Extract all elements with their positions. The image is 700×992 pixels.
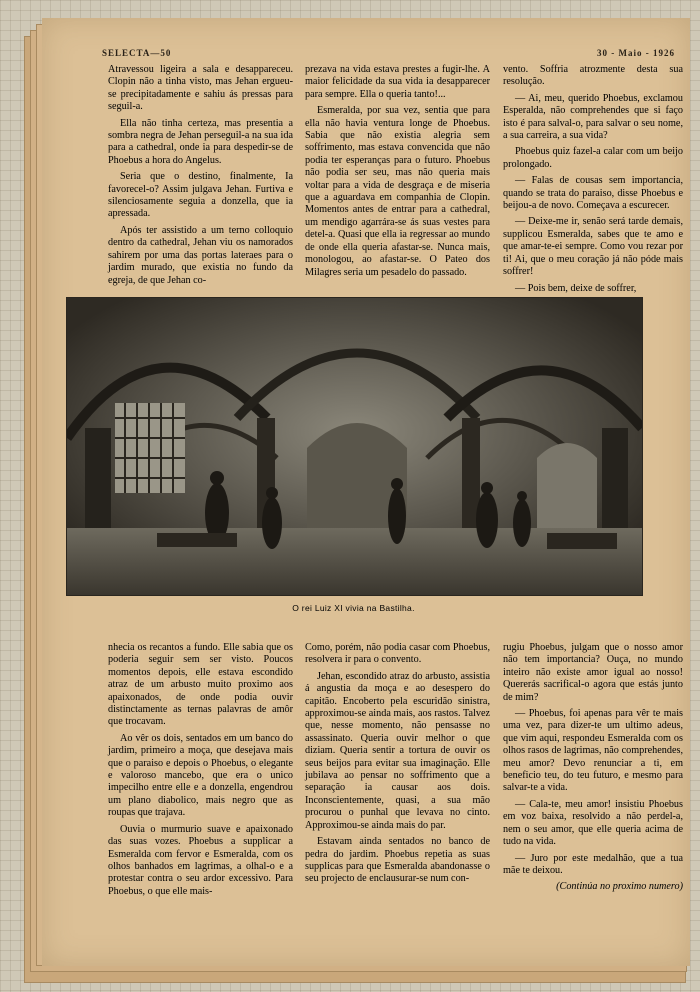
paragraph: Seria que o destino, finalmente, Ia favorecel-o? Assim julgava Jehan. Furtiva e silenciosamente seguia a donzella, que ia apressada. [108, 171, 293, 220]
paragraph: Ao vêr os dois, sentados em um banco do jardim, primeiro a moça, que desejava mais que o paraiso e depois o Phoebus, o elegante e valoroso mancebo, que era o unico impecilho entre elle e a donzella, engendrou um plano diabolico, mais negro que as roupas que trajava. [108, 732, 293, 819]
paragraph: Atravessou ligeira a sala e desappareceu. Clopin não a tinha visto, mas Jehan ergueu-se precipitadamente e sahiu ás pressas para seguil-a. [108, 64, 293, 113]
paragraph: Esmeralda, por sua vez, sentia que para ella não havia ventura longe de Phoebus. Sabia que não existia alegria sem soffrimento, mas estava convencida que não podia ter esperanças para o futuro. Phoebus não podia ser seu, mas não queria mais voltar para a vida de desgraça e de miseria que a aguardava em companhia de Clopin. Momentos antes de entrar para a cathedral, um mendigo agarrára-se ás suas vestes para detel-a. Quasi que ella ia regressar ao mundo de onde ella queria afastar-se. Nunca mais, monologou, ao afastar-se. O Pateo dos Milagres seria um pesadelo do passado. [305, 105, 490, 278]
continued-note: (Continúa no proximo numero) [556, 881, 683, 893]
bottom-column-2 [305, 642, 490, 890]
bottom-column-3 [503, 642, 683, 898]
paragraph: Como, porém, não podia casar com Phoebus, resolvera ir para o convento. [305, 642, 490, 666]
paragraph: rugiu Phoebus, julgam que o nosso amor não tem importancia? Ouça, no mundo inteiro não existe amor igual ao nosso! Quererás sacrifical-o agora que estás junto de mim? [503, 642, 683, 703]
paragraph: — Juro por este medalhão, que a tua mãe te deixou. [503, 852, 683, 876]
paragraph: — Ai, meu, querido Phoebus, exclamou Esperalda, não comprehendes que si faço isto é para salval-o, para salvar o seu nome, a sua carreira, a sua vida? [503, 92, 683, 142]
paragraph: — Deixe-me ir, senão será tarde demais, supplicou Esmeralda, sabes que te amo e que amar-te-ei sempre. Como vou rezar por ti! Ai, que o meu coração já não póde mais soffrer! [503, 216, 683, 278]
paragraph: Após ter assistido a um terno colloquio dentro da cathedral, Jehan viu os namorados sahirem por uma das portas lateraes para o jardim murado, que existia no fundo da egreja, de que Jehan co- [108, 224, 293, 286]
paragraph: — Phoebus, foi apenas para vêr te mais uma vez, para dizer-te um ultimo adeus, que vim aqui, respondeu Esmeralda com os olhos rasos de lagrimas, não comprehendes, meu amor? Devo renunciar a ti, em beneficio teu, do teu futuro, e mesmo para salvar-te a vida. [503, 708, 683, 794]
paragraph: Ouvia o murmurio suave e apaixonado das suas vozes. Phoebus a supplicar a Esmeralda com fervor e Esmeralda, com os olhos banhados em lagrimas, a olhal-o e a protestar contra o seu ardor excessivo. Para Phoebus, o que elle mais- [108, 823, 293, 897]
page-header [102, 48, 675, 62]
bastille-photo [66, 297, 643, 596]
paragraph: Ella não tinha certeza, mas presentia a sombra negra de Jehan perseguil-a na sua ida para a cathedral, onde ia para despedir-se de Phoebus a hora do Angelus. [108, 117, 293, 166]
paragraph: — Pois bem, deixe de soffrer, [515, 282, 637, 294]
paragraph: — Cala-te, meu amor! insistiu Phoebus em voz baixa, resolvido a não perdel-a, nem o seu amor, que elle queria acima de tudo na vida. [503, 798, 683, 848]
paragraph: Jehan, escondido atraz do arbusto, assistia á angustia da moça e ao desespero do capitão. Encoberto pela escuridão sinistra, approximou-se ainda mais, aos rastos. Talvez que, nesse momento, não pensasse no assassinato. Queria ouvir melhor o que diziam. Queria sentir a tortura de ouvir os seus beijos para evitar sua imaginação. Elle jubilava ao pensar no soffrimento que a separação ia causar aos dois. Inconscientemente, quasi, a sua mão procurou o punhal que levava no cinto. Approximou-se ainda mais do par. [305, 670, 490, 831]
magazine-title: SELECTA—50 [102, 48, 172, 58]
top-column-1 [108, 64, 293, 291]
paragraph: vento. Soffria atrozmente desta sua resolução. [503, 64, 683, 88]
paragraph: prezava na vida estava prestes a fugir-lhe. A maior felicidade da sua vida ia desapparecer para sempre. Ella o queria tanto!... [305, 64, 490, 100]
bottom-column-1 [108, 642, 293, 902]
top-column-3 [503, 64, 683, 299]
issue-date: 30 - Maio - 1926 [597, 48, 675, 58]
paragraph: — Falas de cousas sem importancia, quando se trata do paraiso, disse Phoebus e beijou-a de novo. Começava a escurecer. [503, 175, 683, 212]
paragraph: Phoebus quiz fazel-a calar com um beijo prolongado. [503, 146, 683, 170]
paragraph: nhecia os recantos a fundo. Elle sabia que os poderia seguir sem ser visto. Poucos momentos depois, elle estava escondido atraz de um arbusto muito proximo aos apaixonados, de onde podia ouvir distinctamente as ternas palavras de amôr que trocavam. [108, 642, 293, 728]
paragraph: Estavam ainda sentados no banco de pedra do jardim. Phoebus repetia as suas supplicas para que Esmeralda abandonasse o seu projecto de enclausurar-se num con- [305, 836, 490, 885]
top-column-2 [305, 64, 490, 283]
photo-caption: O rei Luiz XI vivia na Bastilha. [292, 603, 415, 613]
